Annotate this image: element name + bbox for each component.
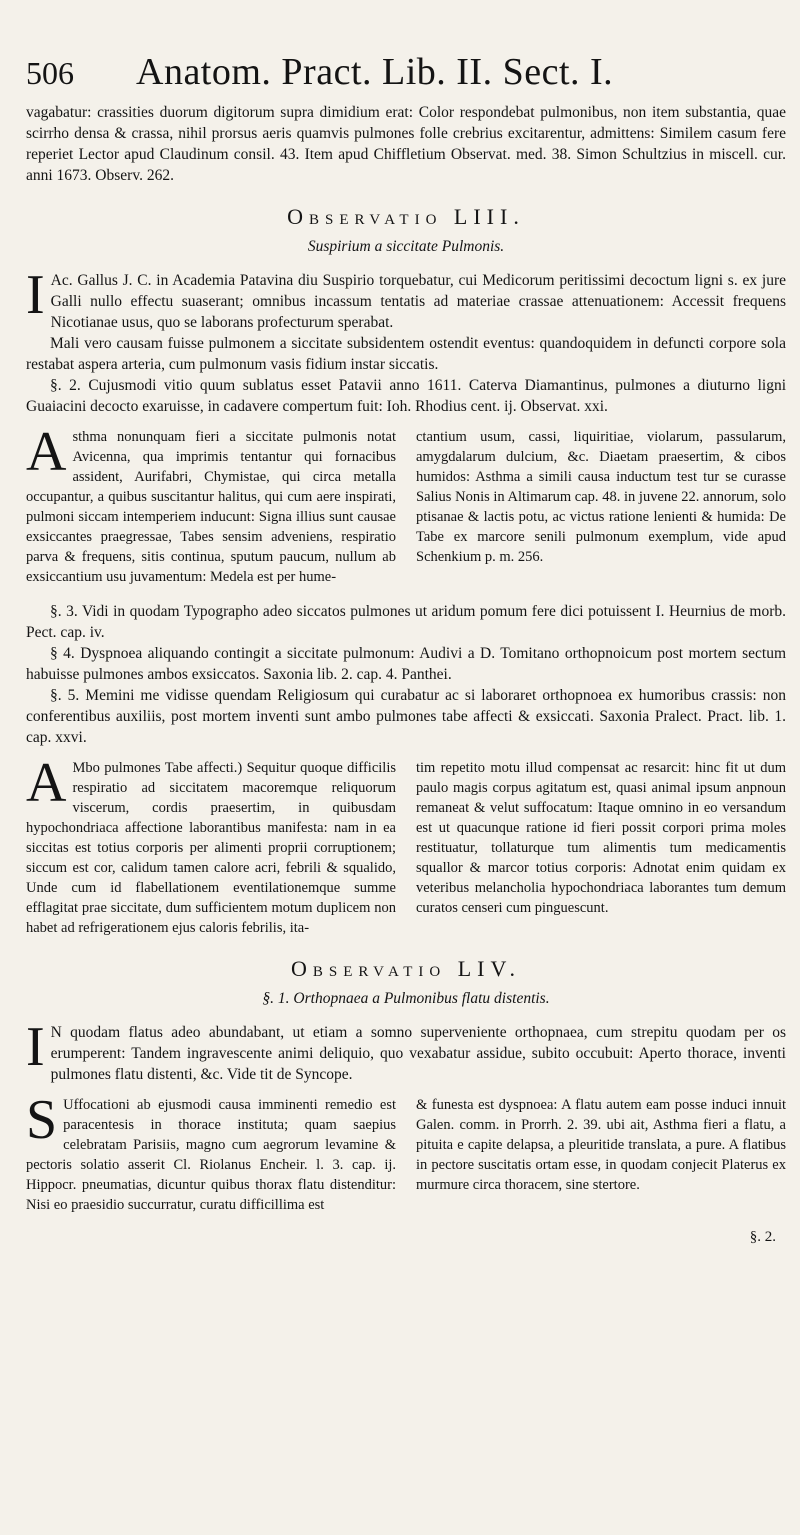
commentary-left-text: sthma nonunquam fieri a siccitate pulmonis notat Avicenna, qua imprimis tentantur qui fornacibus assident, Aurifabri, Chymistae, qui circa metalla occupantur, a quibus suscitantur halitus, qui cum aere inspirati, pulmoni siccam intemperiem inducunt: Signa illius sunt causae exsiccantes praegressae, Tabes sensim adveniens, respiratio parva & frequens, sitis continua, sputum paucum, nullum ab exsiccantium usu juvamentum: Medela est per hume- [26, 429, 396, 585]
obs53-commentary-2 [26, 752, 786, 938]
obs54-commentary [26, 1089, 786, 1215]
commentary-left-text: Uffocationi ab ejusmodi causa imminenti remedio est paracentesis in thorace instituta; quam saepius celebratam Parisiis, magno cum aegrorum levamine & pectoris solatio asserit Cl. Riolanus Encheir. l. 3. cap. ij. Hippocr. pneumatias, dicuntur quibus thorax flatu distenditur: Nisi eo praesidio succurratur, curatu difficillima est [26, 1097, 396, 1213]
obs53-paragraph-5: § 4. Dyspnoea aliquando contingit a siccitate pulmonum: Audivi a D. Tomitano orthopnoicum post mortem sectum habuisse pulmones ambos exsiccatos. Saxonia lib. 2. cap. 4. Panthei. [26, 645, 786, 683]
page [26, 50, 786, 1246]
obs53-block [26, 264, 786, 333]
commentary-left-text: Mbo pulmones Tabe affecti.) Sequitur quoque difficilis respiratio ad siccitatem macoremque reliquorum viscerum, cordis praesertim, in quibusdam hypochondriaca affectione laborantibus manifesta: nam in ea siccitas est totius corporis per alimenti proprii corruptionem; siccum est cor, calidum tamen calore acri, febrili & squalido, Unde cum id flabellationem eventilationemque summe efflagitat prae siccitate, dum sufficientem motum duplicem non habet ad refrigerationem ejus caloris febrilis, ita- [26, 760, 396, 936]
drop-cap: I [26, 1016, 45, 1078]
running-title: Anatom. Pract. Lib. II. Sect. I. [136, 51, 614, 93]
drop-cap: S [26, 1089, 58, 1151]
observation-53-heading: Observatio LIII. [287, 204, 525, 229]
commentary-left-column [26, 752, 396, 938]
drop-cap: A [26, 421, 67, 483]
intro-paragraph: vagabatur: crassities duorum digitorum supra dimidium erat: Color respondebat pulmonibus, non item substantia, quae scirrho densa & crassa, nihil prorsus aeris quamvis pulmones folle crebrius excitarentur, admittens: Similem casum fere reperiet Lector apud Claudinum consil. 43. Item apud Chiffletium Observat. med. 38. Simon Schultzius in miscell. cur. anni 1673. Observ. 262. [26, 104, 786, 184]
observation-54-heading: Observatio LIV. [290, 956, 522, 981]
drop-cap: I [26, 264, 45, 326]
page-number: 506 [26, 55, 74, 91]
drop-cap: A [26, 752, 67, 814]
commentary-right-column [416, 427, 786, 587]
commentary-right-text: ctantium usum, cassi, liquiritiae, violarum, passularum, amygdalarum dulcium, &c. Diaetam praesertim, & cibos humidos: Asthma a simili causa inductum test tur se curasse Salius Nonis in Altimarum cap. 48. in juvene 22. annorum, solo ptisanae & lactis potu, ac victus ratione lenienti & humida: De Tabe ex marcore senili pulmonum exemplum, vide apud Schenkium p. m. 256. [416, 429, 786, 565]
commentary-right-column [416, 758, 786, 938]
obs54-block [26, 1016, 786, 1085]
obs53-paragraph-3: §. 2. Cujusmodi vitio quum sublatus esset Patavii anno 1611. Caterva Diamantinus, pulmones a diuturno ligni Guaiacini decocto exaruisse, in cadavere compertum fuit: Ioh. Rhodius cent. ij. Observat. xxi. [26, 377, 786, 415]
obs53-paragraph-2: Mali vero causam fuisse pulmonem a siccitate subsidentem ostendit eventus: quandoquidem in defuncti corpore sola restabat aspera arteria, cum pulmonum vasis fidium instar siccatis. [26, 335, 786, 373]
commentary-left-column [26, 1089, 396, 1215]
obs53-paragraph-4: §. 3. Vidi in quodam Typographo adeo siccatos pulmones ut aridum pomum fere dici potuissent I. Heurnius de morb. Pect. cap. iv. [26, 603, 786, 641]
commentary-right-text: tim repetito motu illud compensat ac resarcit: hinc fit ut dum paulo magis corpus agitatum est, quasi animal ipsum anpnoun remaneat & velut suffocatum: Itaque omnino in eo versandum est ut quacunque ratione id fieri possit corpori prima moles restituatur, tollaturque tum alimentis tum medicamentis squallor & marcor totius corporis: Adnotat enim quidam ex veteribus melancholia hypochondriaca laborantes tum demum curatos censeri cum pinguescunt. [416, 760, 786, 916]
obs53-paragraph-6: §. 5. Memini me vidisse quendam Religiosum qui curabatur ac si laboraret orthopnoea ex humoribus crassis: non conferentibus auxiliis, post mortem inventi sunt ambo pulmones tabe affecti & exsiccati. Saxonia Pralect. Pract. lib. 1. cap. xxvi. [26, 687, 786, 746]
observation-54-subtitle: §. 1. Orthopnaea a Pulmonibus flatu distentis. [262, 990, 550, 1007]
obs53-commentary [26, 421, 786, 587]
obs54-paragraph-1: N quodam flatus adeo abundabant, ut etiam a somno superveniente orthopnaea, cum strepitu quodam per os erumperent: Tandem ingravescente animi deliquio, quo vexabatur assidue, subito occubuit: Aperto thorace, inventi pulmones flatu distenti, &c. Vide tit de Syncope. [50, 1024, 786, 1083]
obs53-paragraph-1: Ac. Gallus J. C. in Academia Patavina diu Suspirio torquebatur, cui Medicorum peritissimi decoctum ligni s. ex jure Galli nullo effectu suaserant; omnibus incassum tentatis ad materiae crassae attenuationem: Accessit frequens Nicotianae usus, quo se laborans profecturum sperabat. [50, 272, 786, 331]
catchword: §. 2. [749, 1229, 776, 1245]
commentary-left-column [26, 421, 396, 587]
observation-53-subtitle: Suspirium a siccitate Pulmonis. [307, 238, 505, 255]
running-header [26, 50, 786, 100]
commentary-right-column [416, 1095, 786, 1215]
commentary-right-text: & funesta est dyspnoea: A flatu autem eam posse induci innuit Galen. comm. in Prorrh. 2. 39. ubi ait, Asthma fieri a flatu, a pituita e capite delapsa, a pleuritide translata, a pure. A flatibus in pectore suscitatis ortam esse, in quodam conjecit Platerus ex murmure circa thoracem, sine stertore. [416, 1097, 786, 1193]
